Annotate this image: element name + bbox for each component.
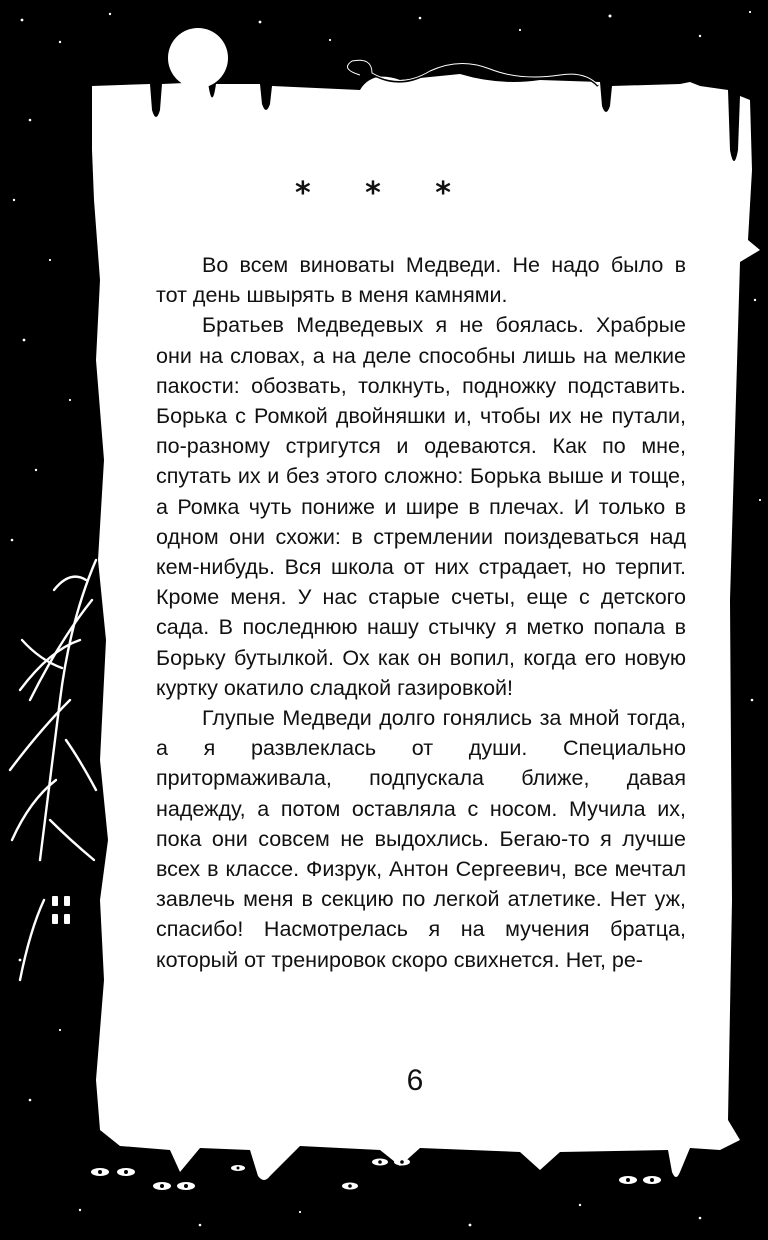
- section-separator: * * *: [295, 176, 473, 211]
- paragraph: Братьев Медведевых я не боялась. Храбрые они на словах, а на деле способны лишь на мелкие пакости: обозвать, толкнуть, подножку подставить. Борька с Ромкой двойняшки и, чтобы их не путали, по-разному стригутся и одеваются. Как по мне, спутать их и без этого сложно: Борька выше и тоще, а Ромка чуть пониже и шире в плечах. И только в одном они схожи: в стремлении поиздеваться над кем-нибудь. Вся школа от них страдает, но терпит. Кроме меня. У нас старые счеты, еще с детского сада. В последнюю нашу стычку я метко попала в Борьку бутылкой. Ох как он вопил, когда его новую куртку окатило сладкой газировкой!: [156, 313, 686, 700]
- body-text: [156, 250, 686, 975]
- paragraph: Во всем виноваты Медведи. Не надо было в тот день швырять в меня камнями.: [156, 253, 686, 308]
- moon-illustration: [168, 28, 228, 88]
- window-lights-illustration: [52, 896, 70, 924]
- paragraph: Глупые Медведи долго гонялись за мной тогда, а я развлеклась от души. Специально притормаживала, подпускала ближе, давая надежду, а потом оставляла с носом. Мучила их, пока они совсем не выдохлись. Бегаю-то я лучше всех в классе. Физрук, Антон Сергеевич, все мечтал завлечь меня в секцию по легкой атлетике. Нет уж, спасибо! Насмотрелась я на мучения братца, который от тренировок скоро свихнется. Нет, ре-: [156, 706, 686, 972]
- page-number: 6: [406, 1064, 424, 1097]
